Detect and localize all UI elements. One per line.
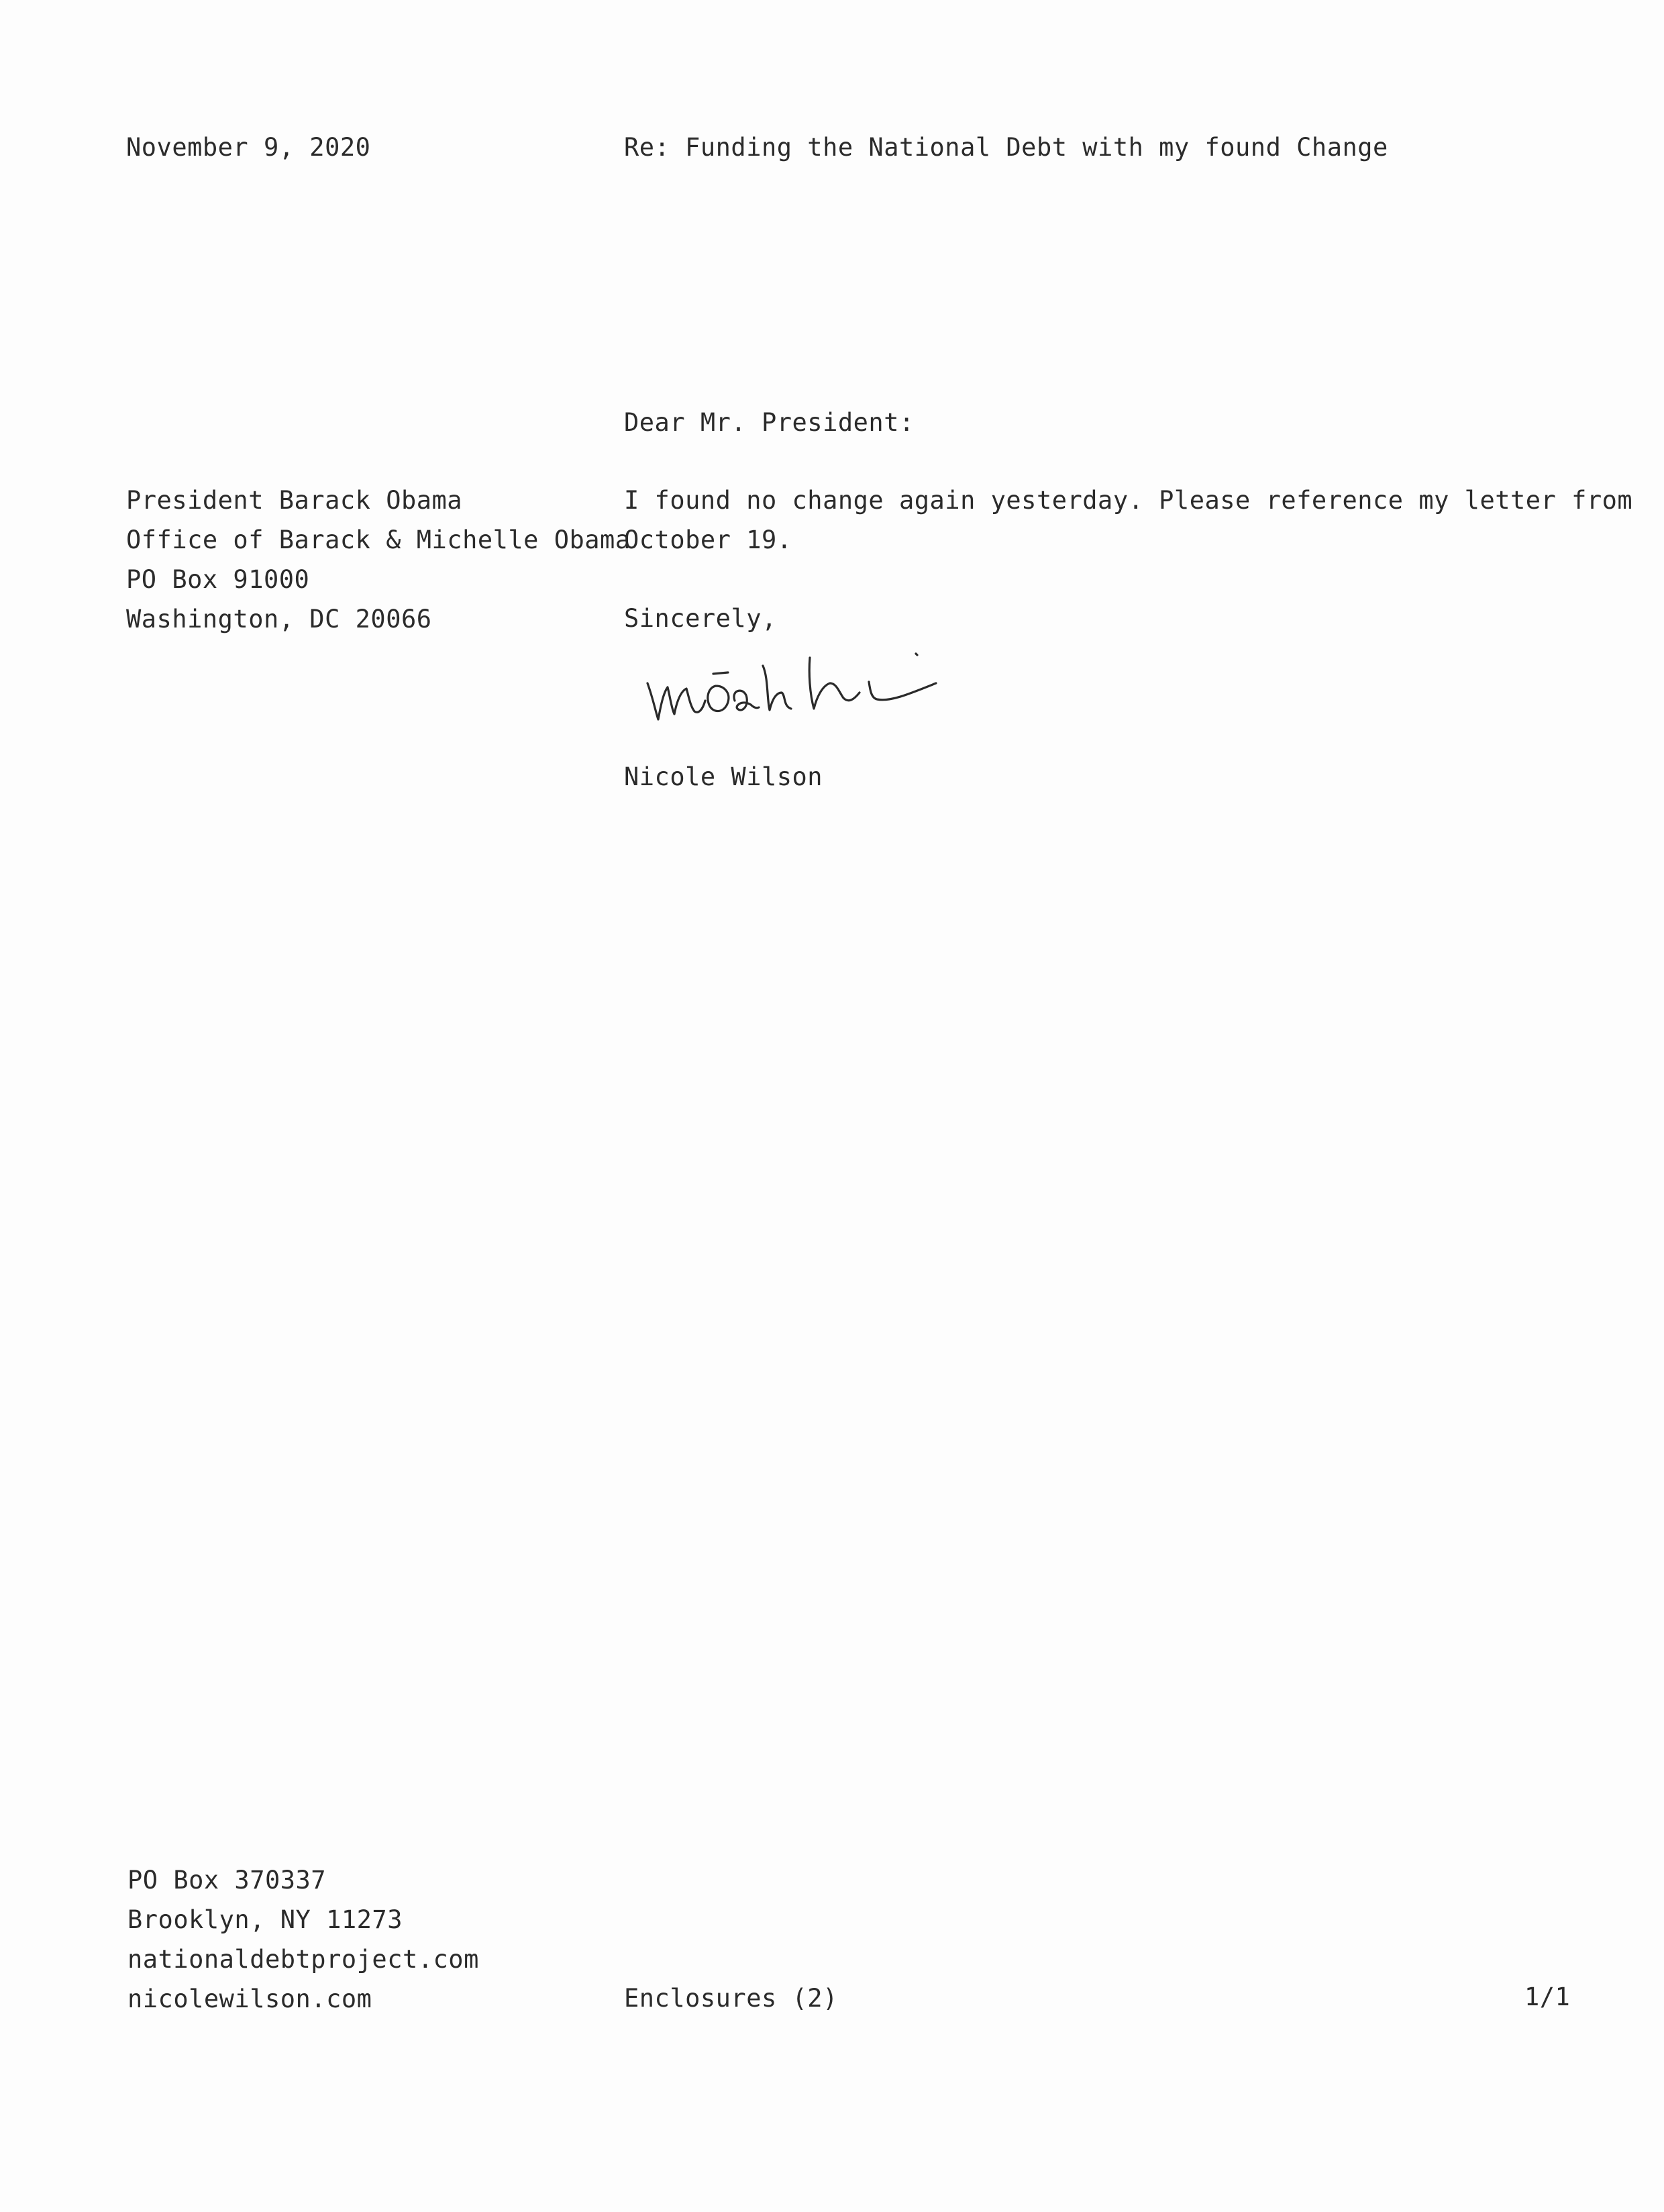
sender-line: Brooklyn, NY 11273 <box>127 1905 403 1934</box>
recipient-line: Office of Barack & Michelle Obama <box>126 525 631 554</box>
body-line: October 19. <box>624 525 792 554</box>
enclosures: Enclosures (2) <box>624 1984 838 2013</box>
letter-body <box>624 481 1632 560</box>
letter-date: November 9, 2020 <box>126 133 371 162</box>
recipient-line: Washington, DC 20066 <box>126 605 432 634</box>
recipient-line: President Barack Obama <box>126 486 463 515</box>
recipient-address <box>126 481 631 639</box>
sender-line: PO Box 370337 <box>127 1866 327 1895</box>
sender-line: nicolewilson.com <box>127 1984 372 2013</box>
letter-subject: Re: Funding the National Debt with my found Change <box>624 133 1388 162</box>
page-number: 1/1 <box>1524 1982 1571 2011</box>
salutation: Dear Mr. President: <box>624 408 915 437</box>
recipient-line: PO Box 91000 <box>126 565 310 594</box>
handwritten-signature <box>641 644 956 732</box>
closing: Sincerely, <box>624 604 777 633</box>
sender-address <box>127 1860 479 2019</box>
signer-name: Nicole Wilson <box>624 762 823 791</box>
sender-line: nationaldebtproject.com <box>127 1945 479 1974</box>
body-line: I found no change again yesterday. Please reference my letter from <box>624 486 1633 515</box>
